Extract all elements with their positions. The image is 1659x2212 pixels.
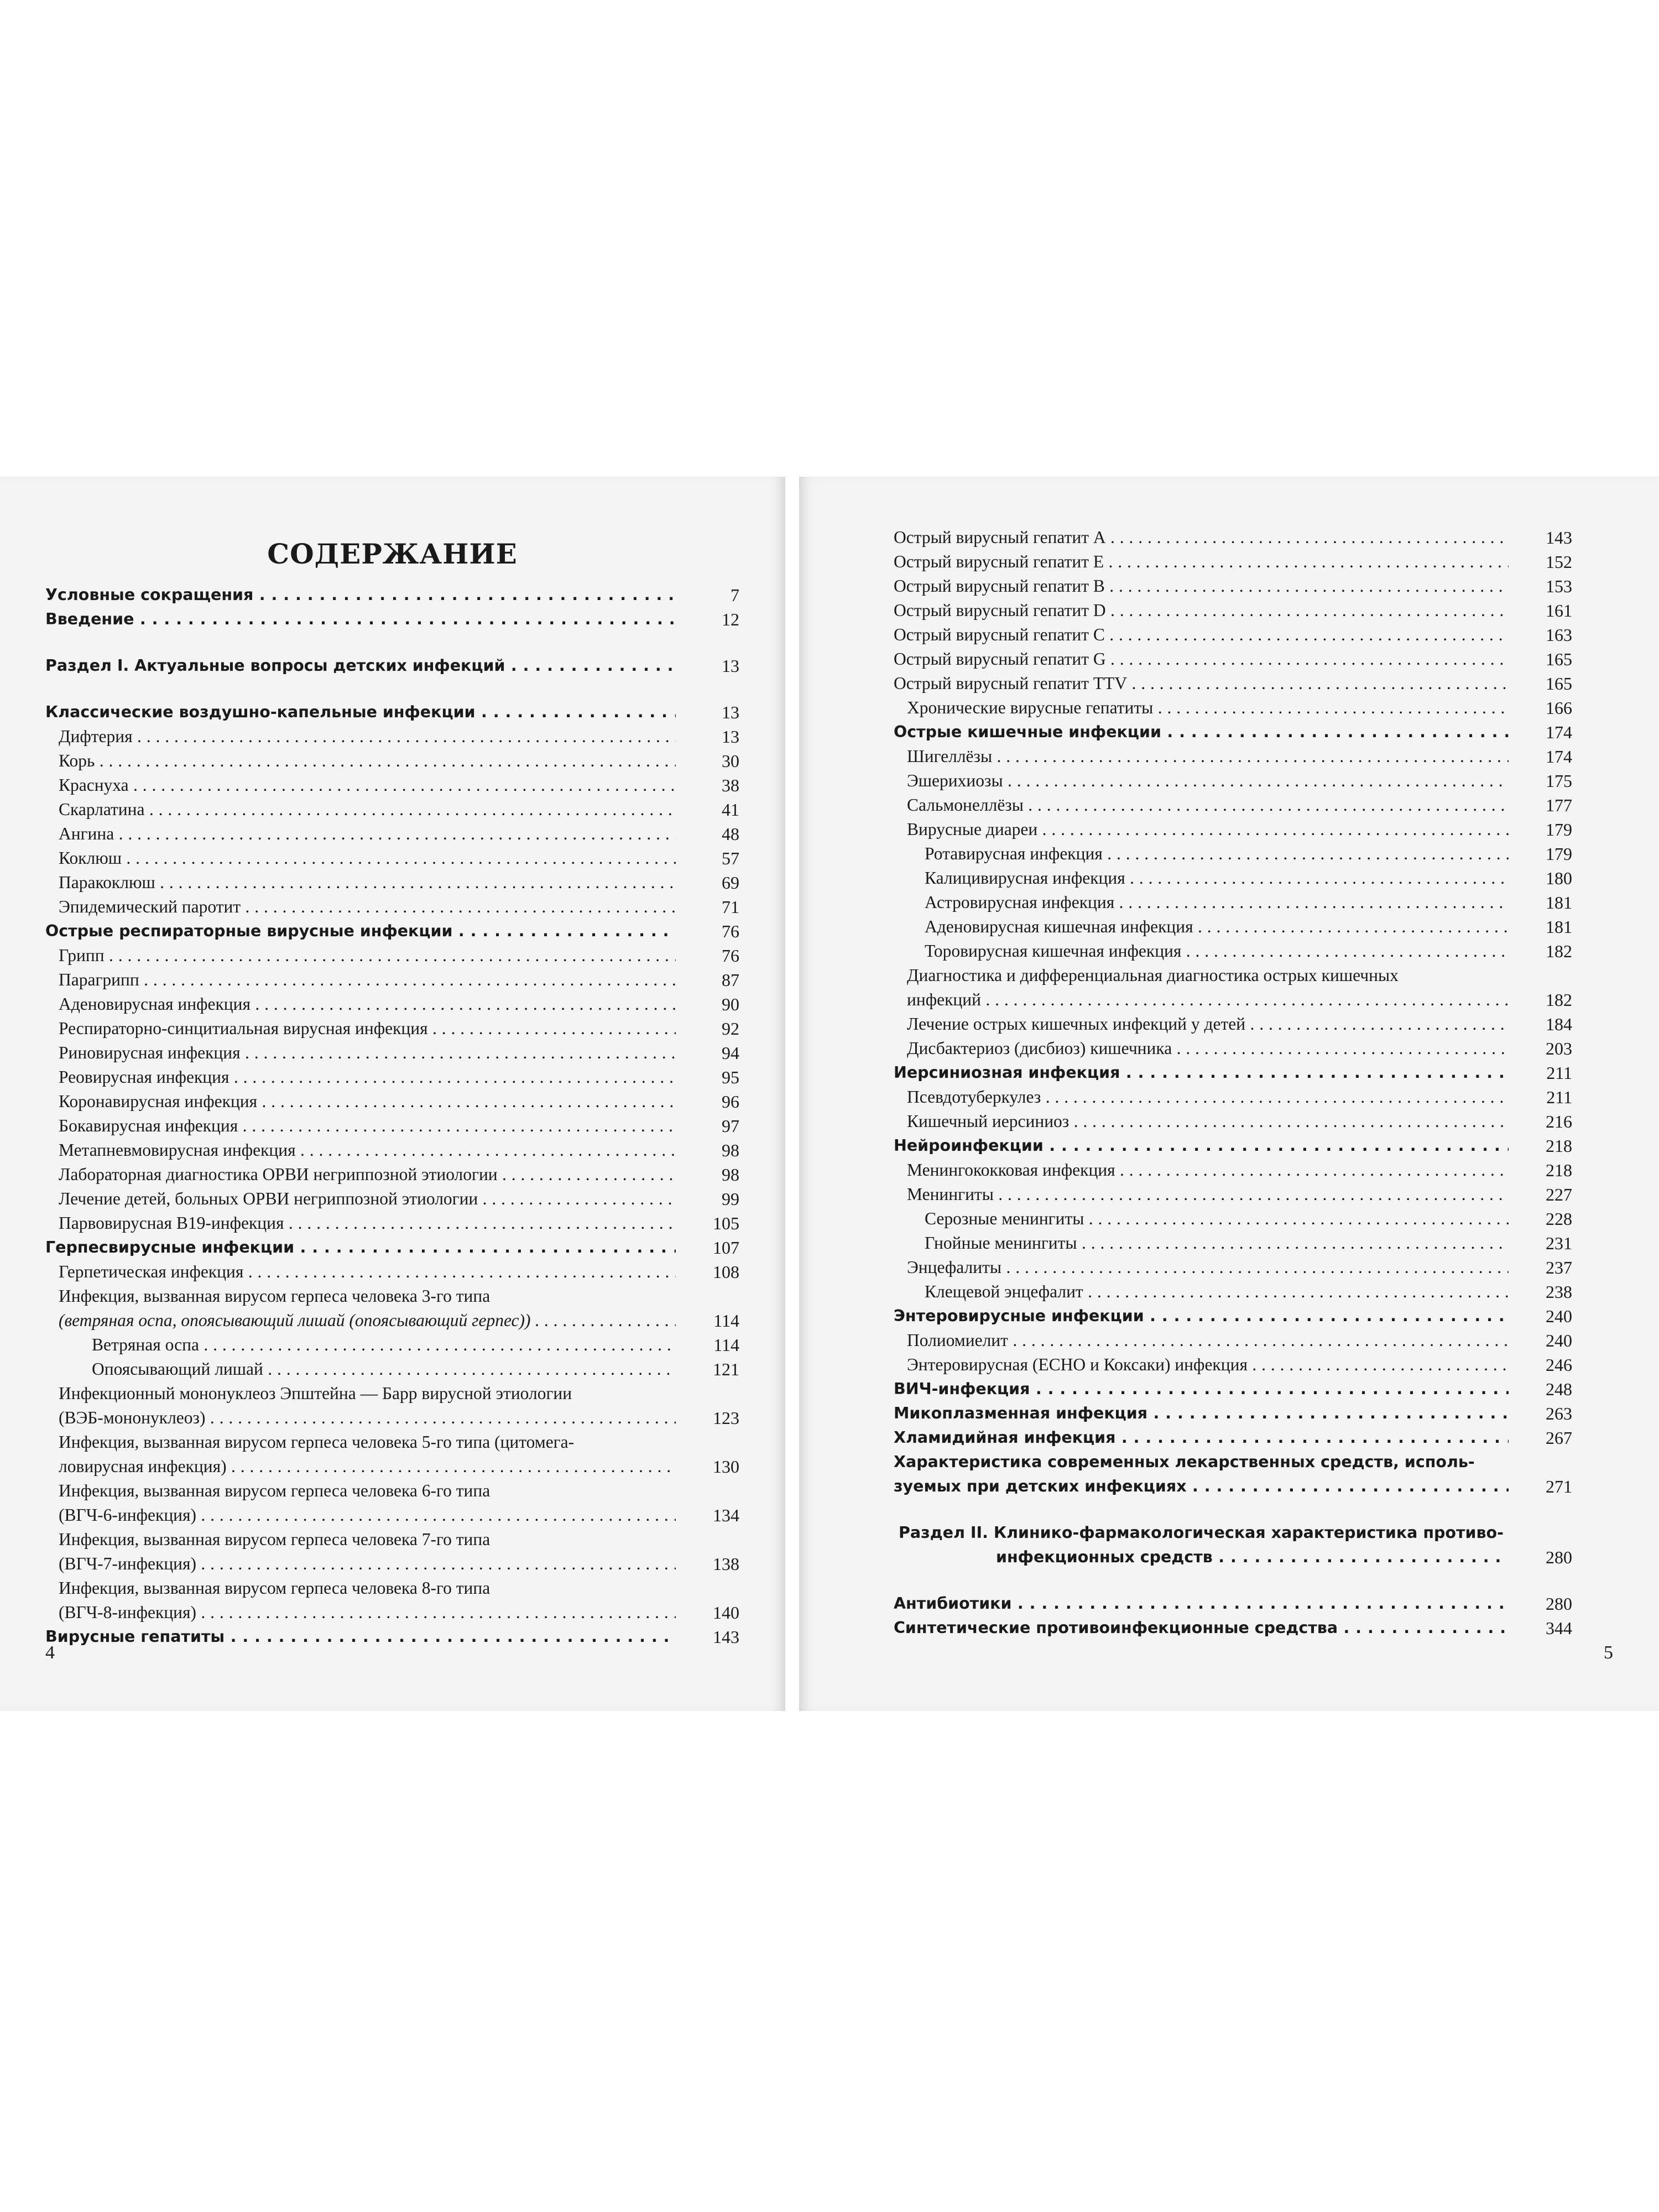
right-page: [799, 477, 1659, 1711]
toc-entry: Торовирусная кишечная инфекция . . . 182: [894, 939, 1572, 963]
toc-entry: Введение . . . 12: [45, 607, 739, 632]
toc-entry: Аденовирусная инфекция . . . 90: [45, 992, 739, 1016]
toc-entry: Инфекция, вызванная вирусом герпеса человека 3-го типа (ветряная оспа, опоясывающий лишай (опоясывающий герпес)) . . . 114: [45, 1284, 739, 1333]
toc-entry: Кишечный иерсиниоз . . . 216: [894, 1109, 1572, 1134]
toc-entry: Лабораторная диагностика ОРВИ негриппозной этиологии . . . 98: [45, 1162, 739, 1187]
toc-entry: Острый вирусный гепатит А . . . 143: [894, 525, 1572, 550]
toc-entry: Бокавирусная инфекция . . . 97: [45, 1114, 739, 1138]
toc-entry: Аденовирусная кишечная инфекция . . . 181: [894, 915, 1572, 939]
toc-entry: Реовирусная инфекция . . . 95: [45, 1065, 739, 1089]
toc-entry: Лечение острых кишечных инфекций у детей . . . 184: [894, 1012, 1572, 1036]
toc-entry: Эпидемический паротит . . . 71: [45, 895, 739, 919]
toc-entry: Парагрипп . . . 87: [45, 968, 739, 992]
toc-entry: Хронические вирусные гепатиты . . . 166: [894, 696, 1572, 720]
toc-entry: Вирусные диареи . . . 179: [894, 817, 1572, 842]
toc-entry: Серозные менингиты . . . 228: [894, 1207, 1572, 1231]
toc-entry: Острые респираторные вирусные инфекции . . . 76: [45, 919, 739, 943]
toc-entry: Псевдотуберкулез . . . 211: [894, 1085, 1572, 1109]
toc-entry: Корь . . . 30: [45, 749, 739, 773]
page-title: СОДЕРЖАНИЕ: [267, 538, 518, 570]
book-spread: [0, 477, 1659, 1711]
toc-entry: Иерсиниозная инфекция . . . 211: [894, 1061, 1572, 1085]
toc-entry: Эшерихиозы . . . 175: [894, 769, 1572, 793]
toc-entry: Парвовирусная В19-инфекция . . . 105: [45, 1211, 739, 1235]
toc-entry: Шигеллёзы . . . 174: [894, 744, 1572, 769]
toc-entry: Герпетическая инфекция . . . 108: [45, 1260, 739, 1284]
book-gutter: [785, 477, 799, 1711]
toc-entry: Острый вирусный гепатит TTV . . . 165: [894, 671, 1572, 696]
toc-entry: Инфекция, вызванная вирусом герпеса человека 5-го типа (цитомега- ловирусная инфекция) . . . 130: [45, 1430, 739, 1479]
toc-entry: Острые кишечные инфекции . . . 174: [894, 720, 1572, 744]
toc-entry: Инфекционный мононуклеоз Эпштейна — Барр вирусной этиологии (ВЭБ-мононуклеоз) . . . 123: [45, 1381, 739, 1430]
toc-entry: Сальмонеллёзы . . . 177: [894, 793, 1572, 817]
toc-entry: Нейроинфекции . . . 218: [894, 1134, 1572, 1158]
toc-entry: Дисбактериоз (дисбиоз) кишечника . . . 203: [894, 1036, 1572, 1061]
toc-entry: Полиомиелит . . . 240: [894, 1328, 1572, 1353]
toc-entry: Энтеровирусные инфекции . . . 240: [894, 1304, 1572, 1328]
page-number: 4: [45, 1642, 55, 1663]
toc-entry: Диагностика и дифференциальная диагностика острых кишечных инфекций . . . 182: [894, 963, 1572, 1012]
toc-entry: Синтетические противоинфекционные средства . . . 344: [894, 1616, 1572, 1640]
toc-entry: Дифтерия . . . 13: [45, 724, 739, 749]
toc-entry: Характеристика современных лекарственных средств, исполь- зуемых при детских инфекциях . . . 271: [894, 1450, 1572, 1499]
toc-entry: Калицивирусная инфекция . . . 180: [894, 866, 1572, 890]
toc-left: [45, 538, 739, 1649]
toc-entry: Гнойные менингиты . . . 231: [894, 1231, 1572, 1255]
toc-right: [894, 525, 1572, 1640]
page-number: 5: [1604, 1642, 1613, 1663]
toc-entry: Антибиотики . . . 280: [894, 1592, 1572, 1616]
toc-entry: Вирусные гепатиты . . . 143: [45, 1625, 739, 1649]
toc-entry: Классические воздушно-капельные инфекции . . . 13: [45, 700, 739, 724]
toc-entry: Энцефалиты . . . 237: [894, 1255, 1572, 1280]
toc-entry: Грипп . . . 76: [45, 943, 739, 968]
toc-entry: Острый вирусный гепатит С . . . 163: [894, 623, 1572, 647]
toc-entry: Хламидийная инфекция . . . 267: [894, 1426, 1572, 1450]
toc-entry: Клещевой энцефалит . . . 238: [894, 1280, 1572, 1304]
toc-entry: Коронавирусная инфекция . . . 96: [45, 1089, 739, 1114]
toc-entry: Острый вирусный гепатит D . . . 161: [894, 598, 1572, 623]
toc-entry: Острый вирусный гепатит В . . . 153: [894, 574, 1572, 598]
toc-entry: Менингококковая инфекция . . . 218: [894, 1158, 1572, 1182]
toc-entry: ВИЧ-инфекция . . . 248: [894, 1377, 1572, 1401]
toc-entry: Скарлатина . . . 41: [45, 797, 739, 822]
toc-entry: Краснуха . . . 38: [45, 773, 739, 797]
toc-entry: Острый вирусный гепатит Е . . . 152: [894, 550, 1572, 574]
toc-entry: Паракоклюш . . . 69: [45, 870, 739, 895]
toc-entry: Условные сокращения . . . 7: [45, 583, 739, 607]
toc-entry: Инфекция, вызванная вирусом герпеса человека 7-го типа (ВГЧ-7-инфекция) . . . 138: [45, 1527, 739, 1576]
toc-entry: Метапневмовирусная инфекция . . . 98: [45, 1138, 739, 1162]
toc-entry: Инфекция, вызванная вирусом герпеса человека 6-го типа (ВГЧ-6-инфекция) . . . 134: [45, 1479, 739, 1527]
toc-entry: Коклюш . . . 57: [45, 846, 739, 870]
toc-entry: Астровирусная инфекция . . . 181: [894, 890, 1572, 915]
toc-section: Раздел II. Клинико-фармакологическая характеристика противо- инфекционных средств . . . 280: [894, 1521, 1572, 1569]
toc-entry: Ангина . . . 48: [45, 822, 739, 846]
left-page: [0, 477, 785, 1711]
toc-entry: Респираторно-синцитиальная вирусная инфекция . . . 92: [45, 1016, 739, 1041]
toc-entry: Микоплазменная инфекция . . . 263: [894, 1401, 1572, 1426]
toc-entry: Энтеровирусная (ЕСНО и Коксаки) инфекция . . . 246: [894, 1353, 1572, 1377]
toc-entry: Менингиты . . . 227: [894, 1182, 1572, 1207]
toc-entry: Риновирусная инфекция . . . 94: [45, 1041, 739, 1065]
toc-entry: Инфекция, вызванная вирусом герпеса человека 8-го типа (ВГЧ-8-инфекция) . . . 140: [45, 1576, 739, 1625]
toc-entry: Ротавирусная инфекция . . . 179: [894, 842, 1572, 866]
toc-entry: Ветряная оспа . . . 114: [45, 1333, 739, 1357]
toc-entry: Опоясывающий лишай . . . 121: [45, 1357, 739, 1381]
toc-section: Раздел I. Актуальные вопросы детских инфекций . . . 13: [45, 654, 739, 678]
toc-entry: Острый вирусный гепатит G . . . 165: [894, 647, 1572, 671]
toc-entry: Герпесвирусные инфекции . . . 107: [45, 1235, 739, 1260]
toc-entry: Лечение детей, больных ОРВИ негриппозной этиологии . . . 99: [45, 1187, 739, 1211]
